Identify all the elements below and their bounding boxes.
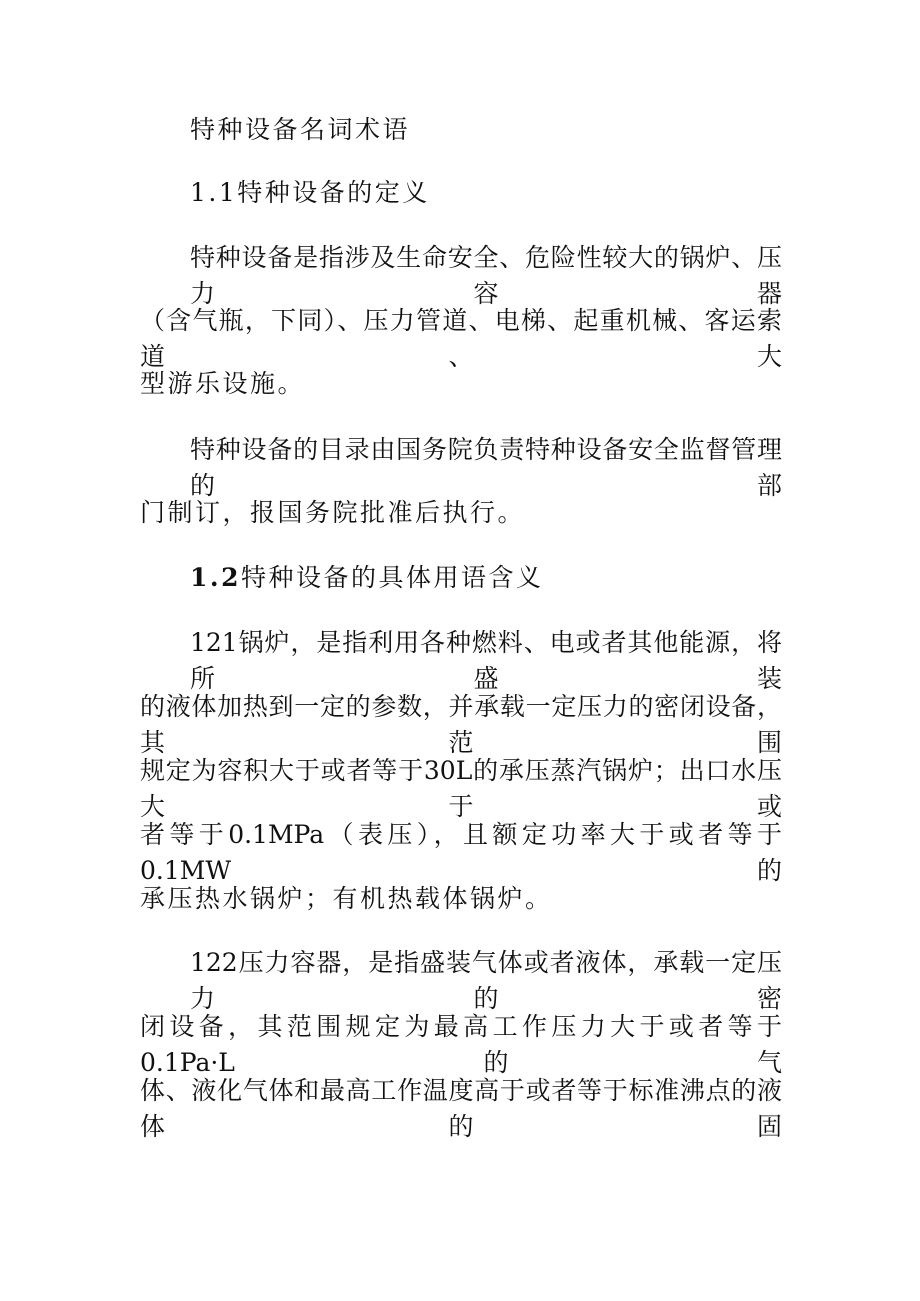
paragraph-line: 承压热水锅炉；有机热载体锅炉。 <box>140 884 553 913</box>
section-heading-1-1 <box>190 175 782 211</box>
section-number: 1.1 <box>190 178 238 207</box>
paragraph-line: 型游乐设施。 <box>140 369 306 398</box>
section-heading-1-2 <box>190 560 782 596</box>
paragraph-line: 特种设备的目录由国务院负责特种设备安全监督管理的部 <box>190 435 782 500</box>
section-title: 特种设备的定义 <box>237 178 430 207</box>
paragraph-line: 闭设备，其范围规定为最高工作压力大于或者等于0.1Pa·L的气 <box>140 1012 782 1077</box>
paragraph-line: 的液体加热到一定的参数，并承载一定压力的密闭设备，其范围 <box>140 692 782 757</box>
paragraph-line: 121锅炉，是指利用各种燃料、电或者其他能源，将所盛装 <box>190 628 782 693</box>
section-number: 1.2 <box>190 563 241 592</box>
document-title: 特种设备名词术语 <box>190 115 411 144</box>
paragraph-line: 门制订，报国务院批准后执行。 <box>140 498 526 527</box>
paragraph-line: （含气瓶，下同）、压力管道、电梯、起重机械、客运索道、大 <box>140 306 782 371</box>
paragraph-line: 规定为容积大于或者等于30L的承压蒸汽锅炉；出口水压大于或 <box>140 756 782 821</box>
paragraph-line: 者等于0.1MPa（表压），且额定功率大于或者等于0.1MW的 <box>140 820 782 885</box>
paragraph-line: 122压力容器，是指盛装气体或者液体，承载一定压力的密 <box>190 948 782 1013</box>
paragraph-line: 体、液化气体和最高工作温度高于或者等于标准沸点的液体的固 <box>140 1076 782 1141</box>
paragraph-line: 特种设备是指涉及生命安全、危险性较大的锅炉、压力容器 <box>190 243 782 308</box>
section-title: 特种设备的具体用语含义 <box>241 563 544 592</box>
